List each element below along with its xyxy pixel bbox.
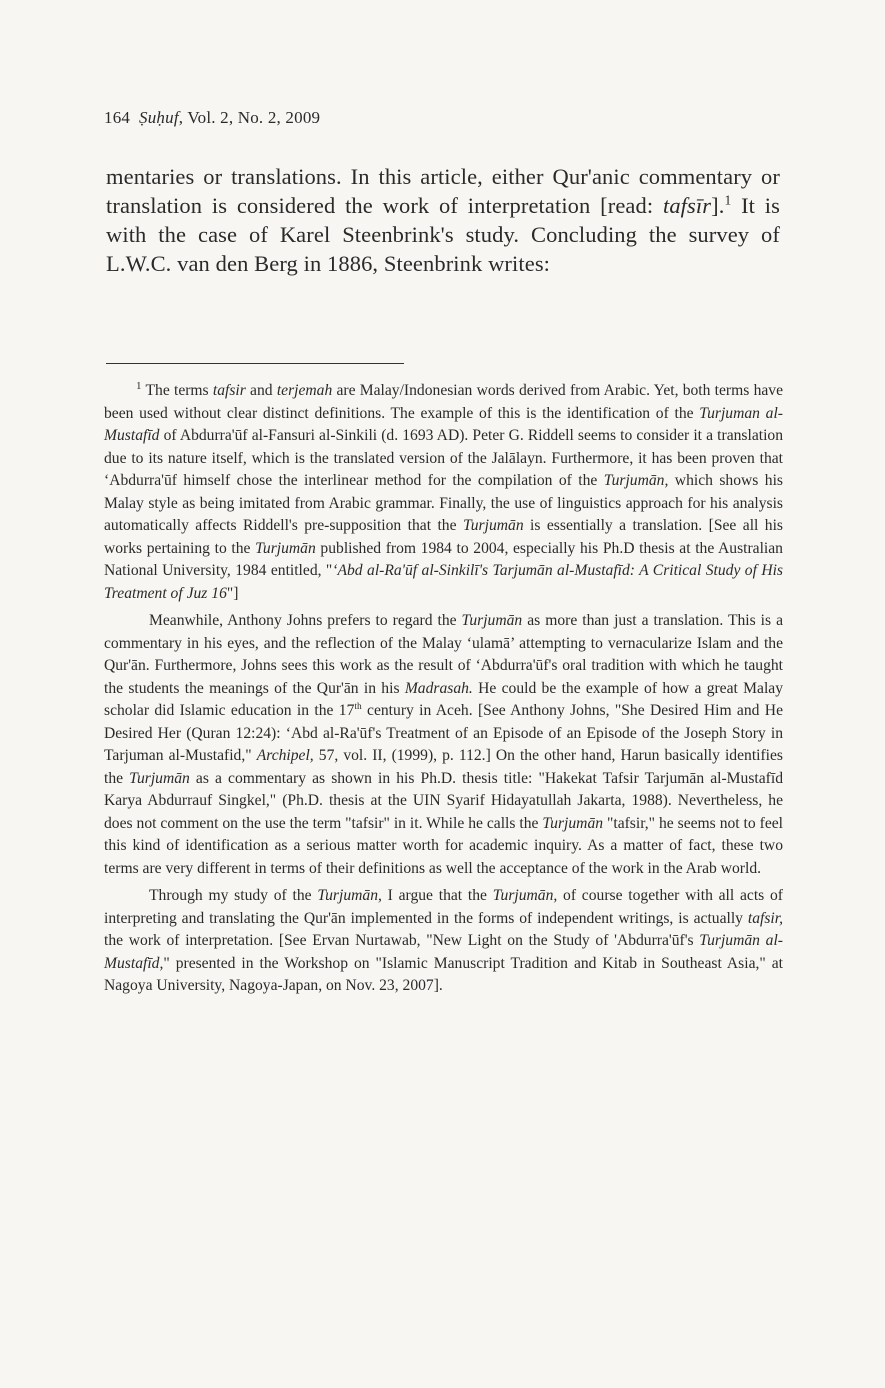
- italic-term: tafsir,: [747, 909, 783, 927]
- text-run: 57, vol. II, (1999), p. 112.] On the other hand, Harun basically identifies the: [104, 747, 783, 787]
- journal-volume: , Vol. 2, No. 2, 2009: [178, 108, 321, 127]
- body-text-part: It is with the case of Karel Steenbrink's study. Concluding the survey of L.W.C. van den Berg in 1886, Steenbrink writes:: [106, 193, 780, 276]
- journal-name: Ṣuḥuf: [139, 108, 179, 127]
- italic-term: ‘Abd al-Ra'ūf al-Sinkilī's Tarjumān al-Mustafīd: A Critical Study of His Treatment of Juz 16: [104, 562, 783, 602]
- body-text-part: mentaries or translations. In this article, either Qur'anic commentary or translation is considered the work of interpretation [read:: [106, 164, 780, 218]
- text-run: "tafsir," he seems not to feel this kind of identification as a serious matter worth for academic inquiry. As a matter of fact, these two terms are very different in terms of their definitions as well the acceptance of the work in the Arab world.: [104, 814, 784, 877]
- text-run: are Malay/Indonesian words derived from Arabic. Yet, both terms have been used without clear distinct definitions. The example of this is the identification of the: [104, 382, 784, 422]
- footnote-text: [104, 382, 783, 602]
- footnote-number: 1: [136, 380, 142, 392]
- text-run: century in Aceh. [See Anthony Johns, "She Desired Him and He Desired Her (Quran 12:24): ‘Abd al-Ra'ūf's Treatment of an Episode of an Episode of the Joseph Story in Tarjuman al-Mustafid,": [104, 702, 783, 764]
- italic-term: Turjumān: [462, 517, 524, 534]
- footnote-reference: 1: [724, 192, 732, 208]
- body-text-part: ].: [711, 193, 725, 218]
- italic-term: Turjumān,: [492, 887, 558, 904]
- running-header: [104, 108, 320, 128]
- italic-term: Turjumān: [461, 612, 523, 629]
- text-run: of course together with all acts of interpreting and translating the Qur'ān implemented in the forms of independent writings, is actually: [104, 887, 783, 927]
- text-run: The terms: [145, 382, 213, 399]
- text-run: the work of interpretation. [See Ervan Nurtawab, "New Light on the Study of 'Abdurra'ūf's: [104, 932, 700, 949]
- text-run: "]: [226, 584, 239, 602]
- italic-term: terjemah: [276, 382, 333, 399]
- text-run: as more than just a translation. This is a commentary in his eyes, and the reflection of the Malay ‘ulamā’ attempting to vernacularize Islam and the Qur'ān. Furthermore, Johns sees this work as the result of ‘Abdurra'ūf's oral tradition with which he taught the students the meanings of the Qur'ān in his: [104, 612, 783, 697]
- page-number: 164: [104, 108, 131, 127]
- text-run: which shows his Malay style as being imitated from Arabic grammar. Finally, the use of linguistics approach for his analysis automatically affects Riddell's pre-supposition that the: [104, 472, 783, 534]
- italic-term: Turjumān al-Mustafīd,: [104, 932, 783, 972]
- text-run: of Abdurra'ūf al-Fansuri al-Sinkili (d. 1693 AD). Peter G. Riddell seems to consider it a translation due to its nature itself, which is the translated version of the Jalālayn. Furthermore, it has been proven that ‘Abdurra'ūf himself chose the interlinear method for the compilation of the: [104, 427, 783, 489]
- italic-term: Archipel,: [256, 747, 314, 764]
- text-run: Meanwhile, Anthony Johns prefers to regard the: [149, 612, 462, 629]
- italic-term: Turjumān: [255, 539, 316, 557]
- text-run: published from 1984 to 2004, especially his Ph.D thesis at the Australian National University, 1984 entitled, ": [104, 539, 783, 579]
- text-run: I argue that the: [381, 887, 493, 904]
- text-run: Through my study of the: [149, 887, 318, 904]
- footnote-text: [104, 887, 783, 994]
- footnote-paragraph-1: [104, 375, 783, 605]
- text-run: " presented in the Workshop on "Islamic Manuscript Tradition and Kitab in Southeast Asia," at Nagoya University, Nagoya-Japan, on Nov. 23, 2007].: [104, 954, 783, 994]
- italic-term: Madrasah.: [404, 679, 473, 697]
- italic-term: Turjumān: [542, 814, 604, 832]
- italic-term: Turjumān: [129, 769, 190, 787]
- body-paragraph: [106, 162, 780, 278]
- text-run: and: [245, 382, 277, 399]
- footnote-separator: [106, 363, 404, 364]
- footnote-paragraph-3: [104, 885, 783, 998]
- italic-term: Turjuman al-Mustafīd: [104, 404, 783, 444]
- footnote-paragraph-2: [104, 610, 783, 880]
- footnote-block: [104, 375, 783, 998]
- italic-term: Turjumān,: [603, 472, 669, 489]
- body-italic-term: tafsīr: [662, 193, 712, 218]
- superscript: th: [354, 701, 362, 712]
- italic-term: Turjumān,: [317, 887, 382, 904]
- footnote-text: [104, 612, 783, 877]
- text-run: is essentially a translation. [See all his works pertaining to the: [104, 517, 783, 557]
- text-run: He could be the example of how a great Malay scholar did Islamic education in the 17: [104, 679, 783, 719]
- text-run: as a commentary as shown in his Ph.D. thesis title: "Hakekat Tafsir Tarjumān al-Mustafīd Karya Abdurrauf Singkel," (Ph.D. thesis at the UIN Syarif Hidayatullah Jakarta, 1988). Nevertheless, he does not comment on the use the term "tafsir" in it. While he calls the: [104, 769, 783, 832]
- italic-term: tafsir: [212, 382, 246, 399]
